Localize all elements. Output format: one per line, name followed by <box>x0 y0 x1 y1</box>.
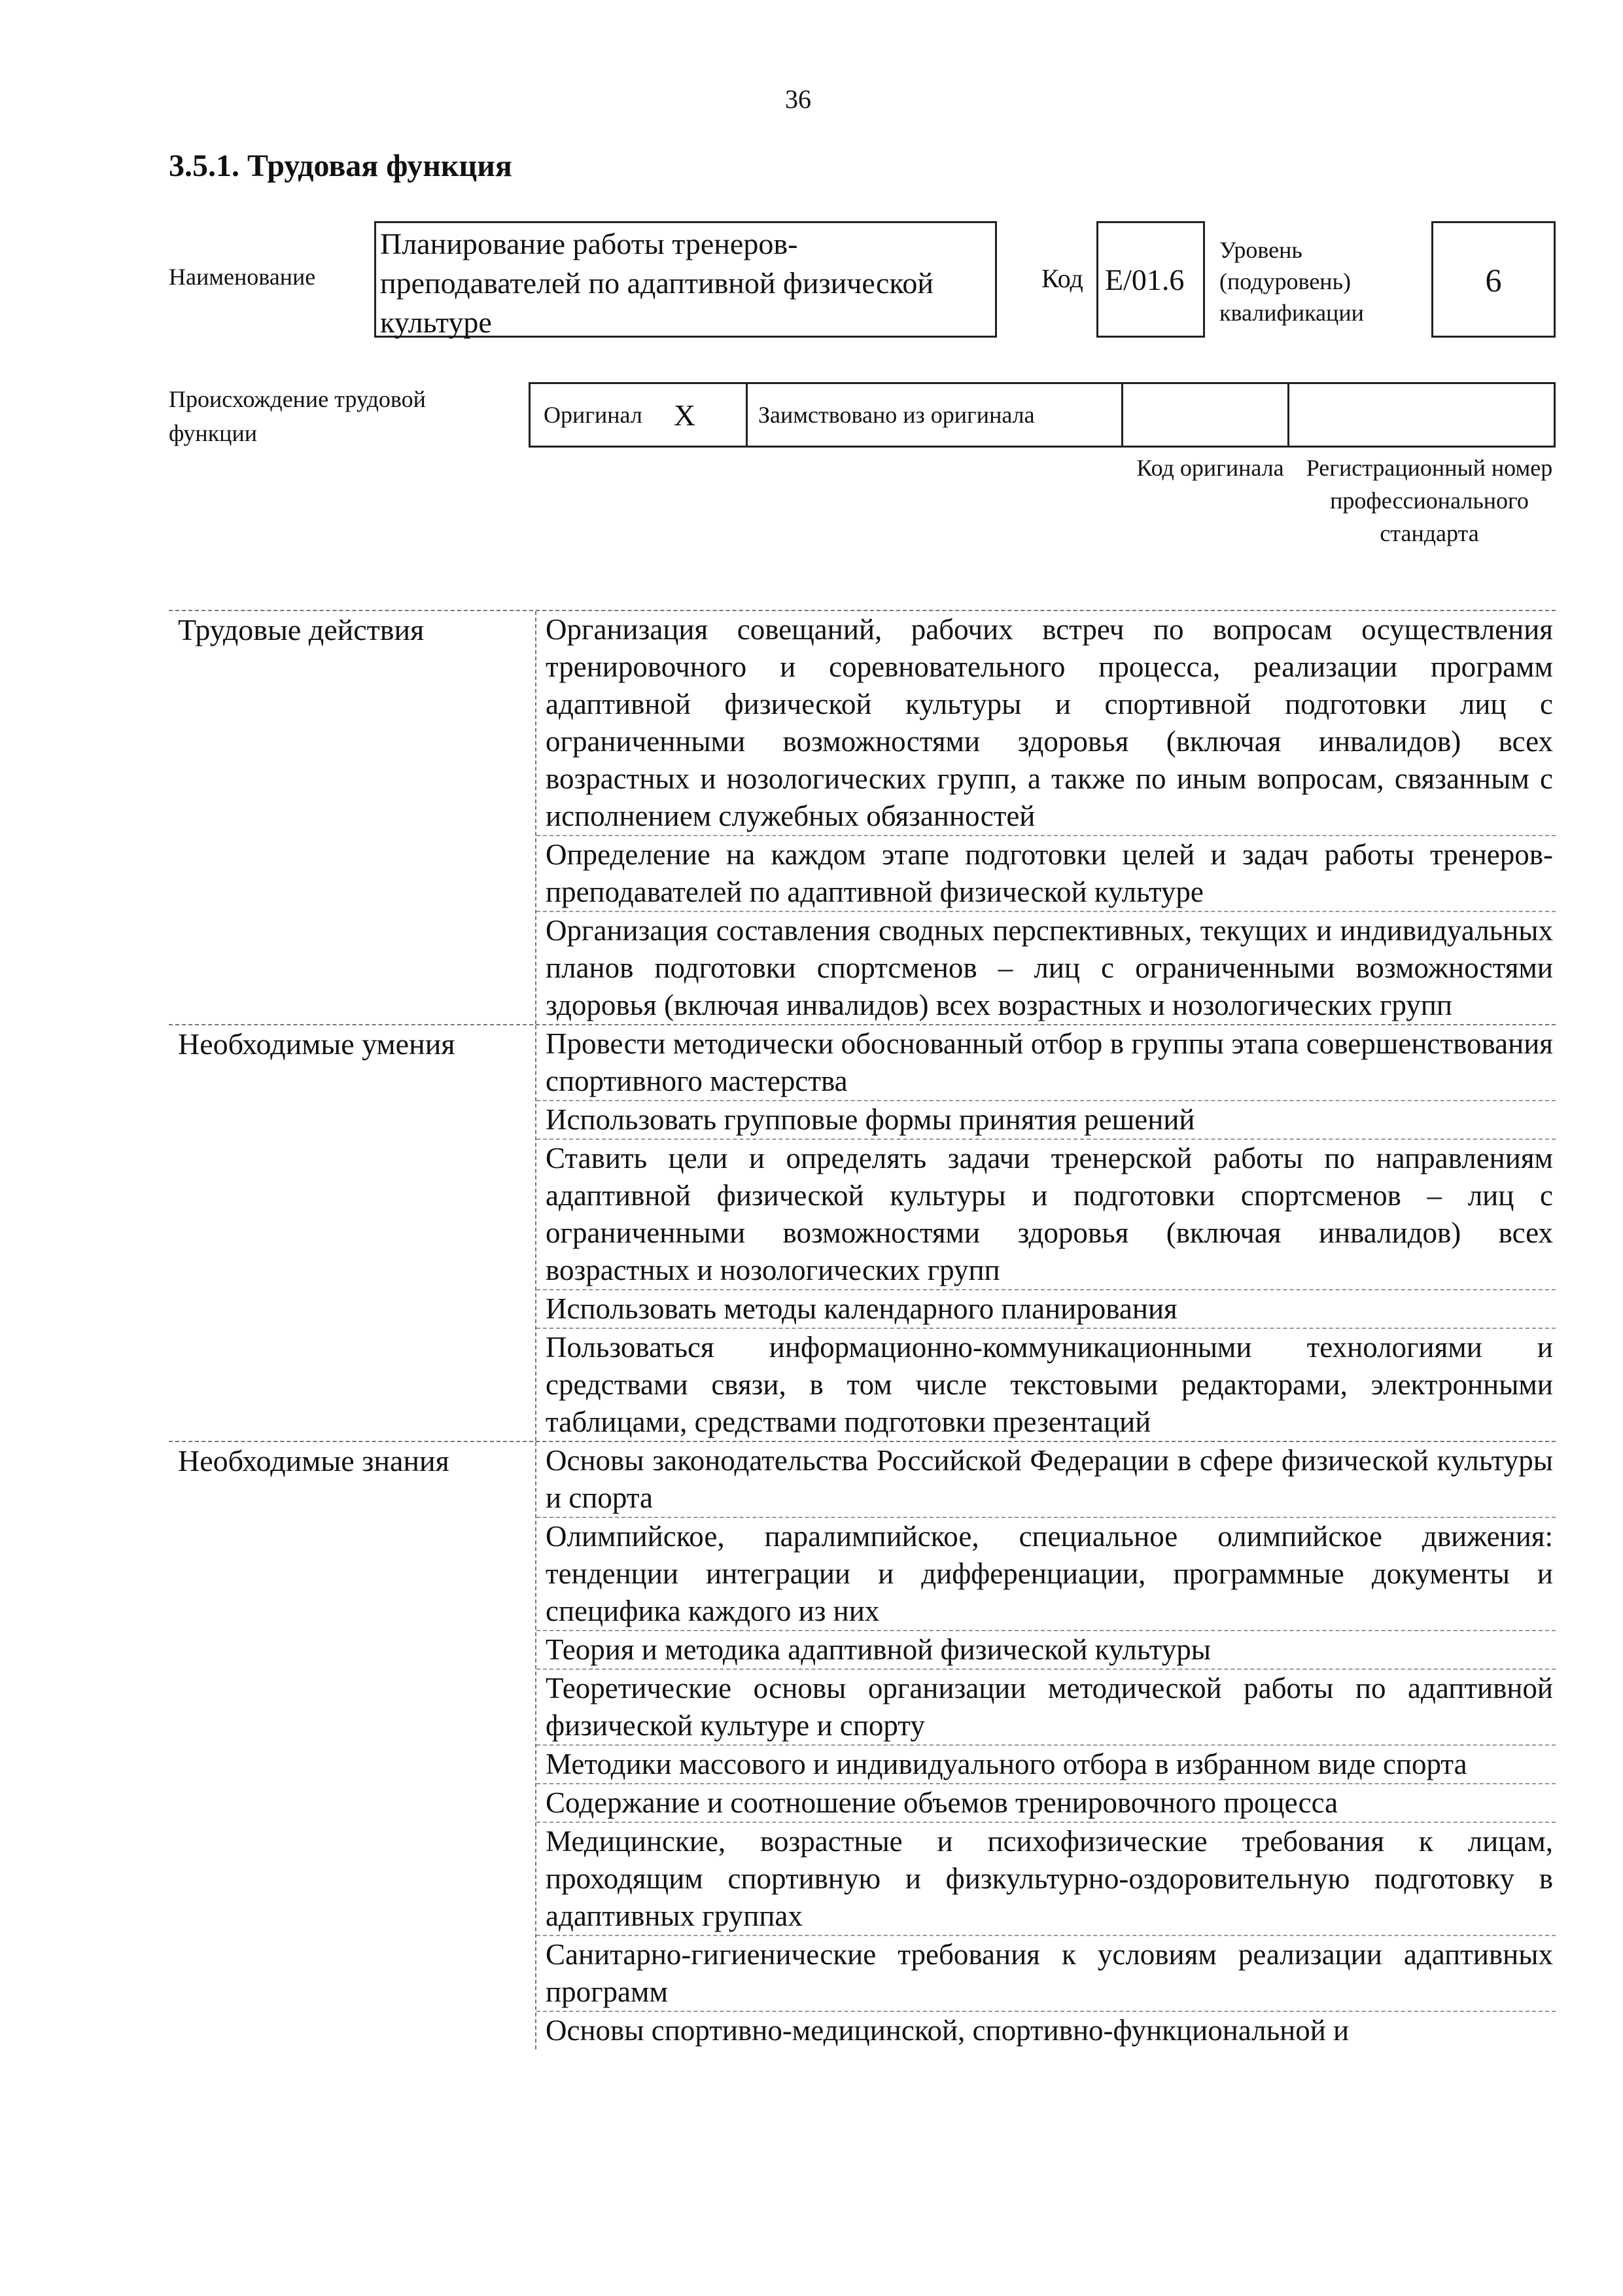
name-label: Наименование <box>169 264 316 290</box>
list-item: Теория и методика адаптивной физической культуры <box>536 1631 1556 1670</box>
group-items <box>535 1442 1556 2049</box>
code-label: Код <box>1041 264 1083 293</box>
level-field: 6 <box>1431 221 1556 338</box>
registration-number-caption: Регистрационный номер профессионального стандарта <box>1306 455 1553 546</box>
group-labor-actions <box>169 610 1556 1024</box>
list-item: Медицинские, возрастные и психофизические требования к лицам, проходящим спортивную и физкультурно-оздоровительную подготовку в адаптивных группах <box>536 1823 1556 1936</box>
section-title: 3.5.1. Трудовая функция <box>169 149 512 183</box>
group-label: Трудовые действия <box>178 613 425 646</box>
list-item: Содержание и соотношение объемов тренировочного процесса <box>536 1784 1556 1823</box>
level-label-line: (подуровень) <box>1219 268 1351 294</box>
level-label-line: квалификации <box>1219 300 1364 326</box>
code-field: Е/01.6 <box>1096 221 1205 338</box>
list-item: Определение на каждом этапе подготовки целей и задач работы тренеров-преподавателей по адаптивной физической культуре <box>536 836 1556 912</box>
list-item: Методики массового и индивидуального отбора в избранном виде спорта <box>536 1746 1556 1784</box>
original-code-caption: Код оригинала <box>1136 455 1284 481</box>
list-item: Организация совещаний, рабочих встреч по вопросам осуществления тренировочного и соревновательного процесса, реализации программ адаптивной физической культуры и спортивной подготовки лиц с ограниченными возможностями здоровья (включая инвалидов) всех возрастных и нозологических групп, а также по иным вопросам, связанным с исполнением служебных обязанностей <box>536 611 1556 836</box>
origin-original-cell <box>531 384 748 446</box>
function-name-field: Планирование работы тренеров-преподавателей по адаптивной физической культуре <box>374 221 997 338</box>
function-table <box>169 610 1556 2049</box>
list-item: Олимпийское, паралимпийское, специальное олимпийское движения: тенденции интеграции и дифференциации, программные документы и специфика каждого из них <box>536 1518 1556 1631</box>
original-mark: X <box>673 398 696 432</box>
level-label-line: Уровень <box>1219 237 1302 263</box>
list-item: Провести методически обоснованный отбор в группы этапа совершенствования спортивного мастерства <box>536 1025 1556 1101</box>
page-number: 36 <box>785 84 811 114</box>
list-item: Организация составления сводных перспективных, текущих и индивидуальных планов подготовки спортсменов – лиц с ограниченными возможностями здоровья (включая инвалидов) всех возрастных и нозологических групп <box>546 914 1553 1021</box>
origin-borrowed-cell <box>748 384 1123 446</box>
group-items <box>535 611 1556 1024</box>
list-item: Ставить цели и определять задачи тренерской работы по направлениям адаптивной физической культуры и подготовки спортсменов – лиц с ограниченными возможностями здоровья (включая инвалидов) всех возрастных и нозологических групп <box>536 1140 1556 1290</box>
level-label <box>1219 234 1364 328</box>
group-label: Необходимые знания <box>178 1444 449 1477</box>
origin-label: Происхождение трудовой функции <box>169 386 426 446</box>
list-item: Основы спортивно-медицинской, спортивно-функциональной и <box>546 2014 1350 2047</box>
list-item: Теоретические основы организации методической работы по адаптивной физической культуре и спорту <box>536 1670 1556 1746</box>
origin-reg-cell <box>1289 384 1554 446</box>
list-item: Основы законодательства Российской Федерации в сфере физической культуры и спорта <box>536 1442 1556 1518</box>
list-item: Пользоваться информационно-коммуникационными технологиями и средствами связи, в том числе текстовыми редакторами, электронными таблицами, средствами подготовки презентаций <box>546 1331 1553 1438</box>
group-required-knowledge <box>169 1441 1556 2049</box>
group-label: Необходимые умения <box>178 1027 455 1061</box>
group-required-skills <box>169 1024 1556 1441</box>
origin-code-cell <box>1123 384 1289 446</box>
list-item: Санитарно-гигиенические требования к условиям реализации адаптивных программ <box>536 1936 1556 2012</box>
list-item: Использовать методы календарного планирования <box>536 1290 1556 1329</box>
original-label: Оригинал <box>544 402 642 428</box>
list-item: Использовать групповые формы принятия решений <box>536 1101 1556 1140</box>
group-items <box>535 1025 1556 1441</box>
origin-table <box>529 382 1556 448</box>
borrowed-label: Заимствовано из оригинала <box>758 402 1035 428</box>
